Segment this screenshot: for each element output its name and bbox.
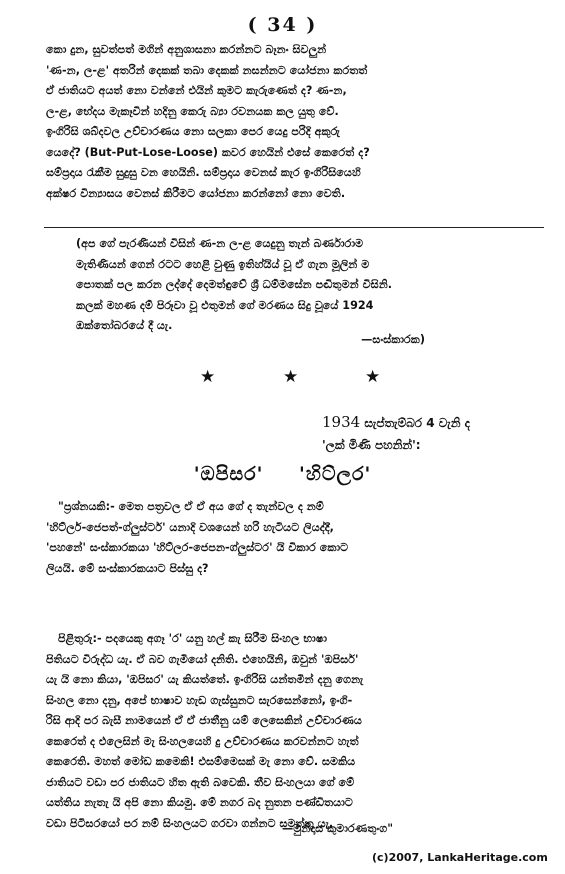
newspaper-source: 'ලක් මිණි පහනින්': [322, 438, 421, 452]
note-line: කලක් මහණ දම් පිරූවා වූ එතුමන් ගේ මරණය සිදු වූයේ 1924 [76, 298, 374, 312]
answer-line: යත්තිය නැතැ යි අපි නො කියමු. මේ නගර බද නුතන පණ්ඩිතයාට [46, 796, 353, 809]
answer-line: පිතියට විරුද්ධ යැ. ඒ බව ගැමියෝ දනිති. එහෙයිනි, ඔවුන් 'ඔපිසර්' [46, 652, 359, 666]
answer-line: කෙරෙත් ද එලෙසින් මැ සිංහලයෙහි දු උච්චාරණය කරවන්නට හැත් [46, 734, 359, 748]
answer-paragraph [46, 629, 546, 834]
page-number: ( 34 ) [247, 14, 318, 36]
note-line: ඔක්තෝබරයේ දී යැ. [76, 319, 173, 332]
paragraph-line: අක්ෂර වින්‍යාසය වෙනස් කිරීමට යෝජනා කරන්නෝ නො වෙති. [46, 186, 346, 200]
section-divider [44, 227, 544, 228]
answer-line: යැ යි නො කියා, 'ඔපිසර' යැ කියත්තේ. ඉංගිරිසි යන්තමින් දනු ගෙනැ [46, 673, 364, 686]
answer-line: රිසි ආදි පර බැසී නාමයෙන් ඒ ඒ ජාතීනු යම් ලෙසෙකින් උච්චාරණය [46, 714, 362, 727]
headline-left: 'ඔපිසර' [193, 463, 264, 485]
star-separator: ★ [365, 367, 381, 387]
question-line: "ප්‍රශ්නයකි:- මෙත පත්‍රවල ඒ ඒ අය ගේ ද තැන්වල ද නම් [58, 500, 324, 513]
answer-line: වඩා පිටිසරයෝ පර නම් සිංහලයට ගරවා ගන්නට සමත්තු යැ. [46, 816, 334, 830]
headline-right: 'හිට්ලර' [299, 463, 372, 485]
date-year: 1934 [322, 413, 361, 431]
question-line: ලියයි. මේ සංස්කාරකයාට පිස්සු ද? [46, 561, 209, 575]
answer-line: පිළිතුරු:- පදයෙකු අගෑ 'ර' යනු හල් කැ සිරීම සිංහල භාෂා [58, 632, 328, 645]
editor-signature: —සංස්කාරක) [361, 333, 425, 346]
paragraph-line: යෙදේ? (But-Put-Lose-Loose) කවර හෙයින් එසේ කෙරෙත් ද? [46, 145, 370, 159]
article-headline [0, 463, 565, 485]
note-line: (අප ගේ පැරණියන් විසින් ණ-න ල-ළ යෙදුනු තැන් බර්ණාරාම [76, 237, 364, 250]
paragraph-line: සම්ප්‍රදාය රැකීම සුදුසු වන හෙයිනි. සම්ප්‍රදාය වෙනස් කැර ඉංගිරිසියෙහි [46, 166, 361, 179]
note-line: පොතක් පල කරන ලද්දේ දෙමත්ඳුවේ ශ්‍රී ධම්මසේන පඬිතුමන් විසිනි. [76, 278, 393, 291]
star-separator: ★ [283, 367, 299, 387]
note-line: මැතිණියන් ගෙන් රටට හෙළි වුණු ඉතිහ්යිය් වූ ඒ ගැන මූලින් ම [76, 257, 370, 271]
paragraph-line: ල-ළ, භේදය මැකෑවින් හදිනු කෙරු බ්‍යා රවනයක කල යුතු වේ. [46, 104, 339, 118]
paragraph-line: කො දුන, සුවත්පත් මගින් අනුශාසනා කරන්නට බෑනං සිවලුන් [46, 43, 327, 56]
paragraph-line: 'ණ-න, ල-ළ' අතරින් දෙකක් තබා දෙකක් නසන්නට යෝජනා කරතත් [46, 63, 368, 77]
answer-line: ජාතියට වඩා පර ජාතියට හිත ඇති බවෙකි. තීව සිංහලයා ගේ මේ [46, 775, 355, 789]
opening-paragraph [46, 40, 546, 204]
date-text: සැප්තැම්බර 4 වැනි ද [364, 416, 470, 430]
article-date [322, 413, 470, 431]
author-signature: —මුනිදාස කුමාරණතුංග" [282, 822, 394, 835]
question-paragraph [46, 497, 546, 579]
answer-line: කෙරෙති. මහත් මෝඩ කමෙකි! එසම්මෙසක් මැ නො වේ. සමකිය [46, 755, 356, 768]
paragraph-line: ඒ ජාතියට අයත් නො වන්නේ එයින් කුමට කැරුණෙත් ද? ණ-න, [46, 84, 347, 97]
question-line: 'පහනේ' සංස්කාරකයා 'හිට්ලර-ජෙපන-ග්ලුස්ටර' යි විකාර කොට [46, 541, 349, 554]
question-line: 'හිට්ලර්-ජෙපත්-ග්ලුස්ටර්' යනාදි වශයෙන් හරි හැටියට ලියද්දී, [46, 520, 334, 534]
paragraph-line: ඉංගිරිසි ශබ්දවල උච්චාරණය නො සලකා පෙර යෙදු පරිදි අකුරු [46, 125, 340, 138]
editor-note [76, 234, 546, 337]
copyright-notice: (c)2007, LankaHeritage.com [372, 851, 548, 864]
answer-line: සිංහල නො දනු, අපේ භාෂාව හැඩ ගැස්සුනට සැරසෙන්නෝ, ඉංගි- [46, 693, 353, 707]
star-separator: ★ [200, 367, 216, 387]
